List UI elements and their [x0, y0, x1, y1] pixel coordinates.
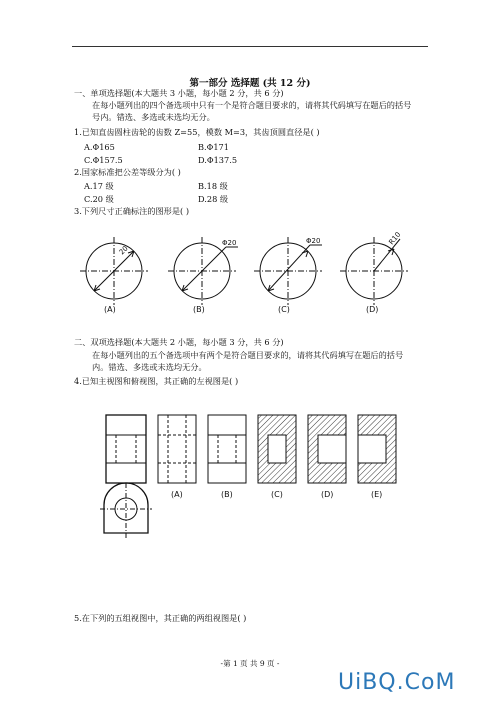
q4-caption-e: (E) — [371, 490, 383, 499]
q2-option-a: A.17 级 — [84, 181, 114, 191]
q3-dim-a: 20 — [117, 244, 130, 257]
section1-instruction-line1: 在每小题列出的四个备选项中只有一个是符合题目要求的，请将其代码填写在题后的括号 — [92, 100, 412, 110]
q4-caption-a: (A) — [171, 490, 183, 499]
q4-option-c — [258, 415, 296, 483]
q3-circle-b — [168, 237, 238, 305]
q2-option-b: B.18 级 — [198, 181, 228, 191]
q3-circle-c — [254, 237, 322, 305]
q4-front-view — [106, 415, 146, 483]
part-title: 第一部分 选择题 (共 12 分) — [189, 78, 311, 89]
q3-caption-b: (B) — [193, 305, 205, 314]
section2-instruction-line2: 内。错选、多选或未选均无分。 — [92, 362, 207, 372]
q3-stem: 3.下列尺寸正确标注的图形是( ) — [74, 206, 190, 216]
q1-option-c: C.Φ157.5 — [84, 155, 123, 165]
section1-heading: 一、单项选择题(本大题共 3 小题，每小题 2 分，共 6 分) — [74, 88, 284, 98]
q4-caption-c: (C) — [271, 490, 283, 499]
q4-option-a — [158, 415, 196, 483]
q3-figure — [70, 225, 440, 325]
q3-caption-a: (A) — [104, 305, 116, 314]
q2-option-c: C.20 级 — [84, 194, 114, 204]
section2-instruction-line1: 在每小题列出的五个备选项中有两个是符合题目要求的，请将其代码填写在题后的括号 — [92, 350, 404, 360]
q4-top-view — [100, 483, 152, 540]
q3-dim-b: Φ20 — [222, 239, 237, 247]
q3-circle-a — [80, 237, 148, 305]
q3-caption-c: (C) — [278, 305, 290, 314]
q4-caption-d: (D) — [321, 490, 334, 499]
q3-caption-d: (D) — [366, 305, 379, 314]
q4-caption-b: (B) — [221, 490, 233, 499]
page-footer: -第 1 页 共 9 页 - — [220, 659, 280, 668]
q3-dim-d: R10 — [387, 230, 403, 247]
q4-figure — [96, 405, 426, 550]
q5-stem: 5.在下列的五组视图中，其正确的两组视图是( ) — [74, 613, 247, 623]
section2-heading: 二、双项选择题(本大题共 2 小题，每小题 3 分，共 6 分) — [74, 337, 284, 347]
q2-stem: 2.国家标准把公差等级分为( ) — [74, 167, 181, 177]
q4-option-b — [208, 415, 246, 483]
q3-dim-c: Φ20 — [306, 237, 321, 245]
q4-stem: 4.已知主视图和俯视图，其正确的左视图是( ) — [74, 376, 239, 386]
site-watermark: UiBQ.CoM — [338, 670, 456, 695]
q4-option-e — [358, 415, 396, 483]
q1-stem: 1.已知直齿圆柱齿轮的齿数 Z=55，模数 M=3，其齿顶圆直径是( ) — [74, 127, 320, 137]
q1-option-d: D.Φ137.5 — [198, 155, 238, 165]
q1-option-b: B.Φ171 — [198, 142, 229, 152]
top-rule — [72, 46, 428, 47]
q3-circle-d — [340, 237, 408, 305]
q2-option-d: D.28 级 — [198, 194, 229, 204]
q1-option-a: A.Φ165 — [84, 142, 115, 152]
section1-instruction-line2: 号内。错选、多选或未选均无分。 — [92, 112, 215, 122]
q4-option-d — [308, 415, 346, 483]
